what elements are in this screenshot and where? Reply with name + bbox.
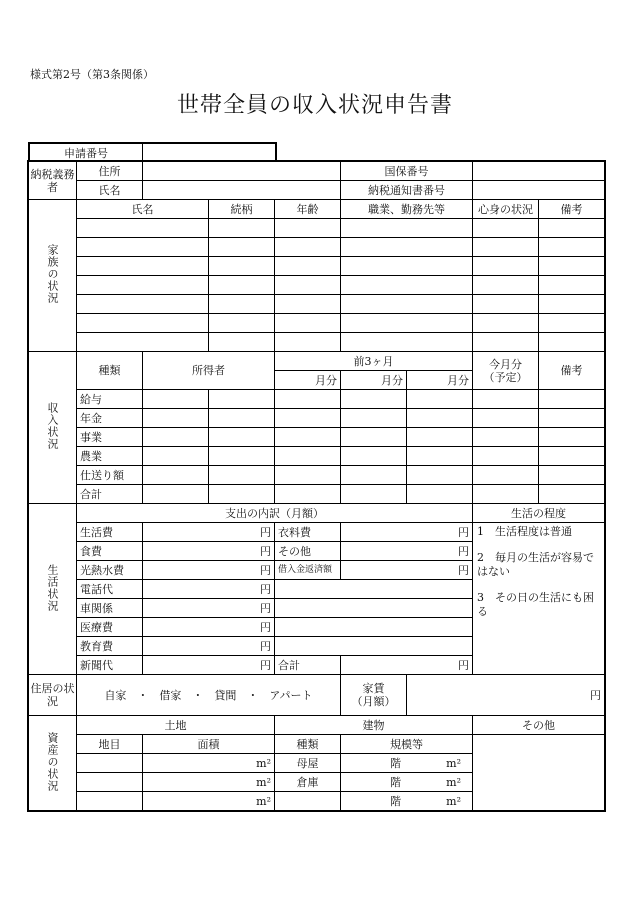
rent-amount[interactable]: 円 xyxy=(407,675,605,716)
lot-header: 地目 xyxy=(77,735,143,754)
family-section-label: 家族の状況 xyxy=(46,244,59,304)
family-col-age: 年齢 xyxy=(275,200,341,219)
month-3-label: 月分 xyxy=(407,371,473,390)
building-header: 建物 xyxy=(275,716,473,735)
family-col-health: 心身の状況 xyxy=(473,200,539,219)
name-label: 氏名 xyxy=(77,181,143,200)
expense-label: 借入金返済額 xyxy=(275,561,341,580)
expense-label: 衣料費 xyxy=(275,523,341,542)
expense-label: 食費 xyxy=(77,542,143,561)
family-row xyxy=(29,219,605,238)
income-row: 事業 xyxy=(29,428,605,447)
family-section xyxy=(29,200,77,352)
family-row xyxy=(29,295,605,314)
form-style-label: 様式第2号（第3条関係） xyxy=(30,68,154,81)
expense-amount[interactable]: 円 xyxy=(341,561,473,580)
family-col-relation: 続柄 xyxy=(209,200,275,219)
expense-amount[interactable]: 円 xyxy=(143,561,275,580)
income-row: 農業 xyxy=(29,447,605,466)
expense-amount[interactable]: 円 xyxy=(143,599,275,618)
expense-label: 生活費 xyxy=(77,523,143,542)
tax-notice-number-field[interactable] xyxy=(473,181,605,200)
assets-section xyxy=(29,716,77,811)
living-section xyxy=(29,504,77,675)
expense-label: 車関係 xyxy=(77,599,143,618)
application-number-label: 申請番号 xyxy=(29,143,143,162)
insurance-number-label: 国保番号 xyxy=(341,162,473,181)
area-header: 面積 xyxy=(143,735,275,754)
income-prev-months-header: 前3ヶ月 xyxy=(275,352,473,371)
family-row xyxy=(29,333,605,352)
family-col-occupation: 職業、勤務先等 xyxy=(341,200,473,219)
family-row xyxy=(29,257,605,276)
expense-label: 電話代 xyxy=(77,580,143,599)
income-section xyxy=(29,352,77,504)
expense-total-label: 合計 xyxy=(275,656,341,675)
expense-label: 教育費 xyxy=(77,637,143,656)
expense-amount[interactable]: 円 xyxy=(143,580,275,599)
living-level-options[interactable] xyxy=(473,523,605,675)
living-section-label: 生活状況 xyxy=(46,563,59,612)
document-title: 世帯全員の収入状況申告書 xyxy=(176,93,453,118)
asset-row: m² 階 m² xyxy=(29,792,605,811)
building-kind-header: 種類 xyxy=(275,735,341,754)
income-earner-header: 所得者 xyxy=(143,352,275,390)
expense-breakdown-header: 支出の内訳（月額） xyxy=(77,504,473,523)
other-assets-field[interactable] xyxy=(473,735,605,811)
asset-row: m² 母屋 階 m² xyxy=(29,754,605,773)
income-row: 給与 xyxy=(29,390,605,409)
family-row xyxy=(29,314,605,333)
housing-section-label: 住居の状況 xyxy=(29,675,77,716)
assets-section-label: 資産の状況 xyxy=(46,731,59,792)
address-field[interactable] xyxy=(143,162,341,181)
income-this-month-header: 今月分 （予定） xyxy=(473,352,539,390)
expense-total-amount[interactable]: 円 xyxy=(341,656,473,675)
income-row: 年金 xyxy=(29,409,605,428)
expense-amount[interactable]: 円 xyxy=(143,523,275,542)
expense-label: その他 xyxy=(275,542,341,561)
housing-options[interactable]: 自家 ・ 借家 ・ 貸間 ・ アパート xyxy=(77,675,341,716)
expense-amount[interactable]: 円 xyxy=(341,523,473,542)
living-level-option[interactable]: 3 その日の生活にも困る xyxy=(477,591,595,618)
tax-notice-number-label: 納税通知書番号 xyxy=(341,181,473,200)
other-assets-header: その他 xyxy=(473,716,605,735)
income-row: 仕送り額 xyxy=(29,466,605,485)
rent-label: 家賃 （月額） xyxy=(341,675,407,716)
family-col-name: 氏名 xyxy=(77,200,209,219)
expense-amount[interactable]: 円 xyxy=(143,656,275,675)
family-row xyxy=(29,276,605,295)
name-field[interactable] xyxy=(143,181,341,200)
expense-amount[interactable]: 円 xyxy=(143,542,275,561)
income-remarks-header: 備考 xyxy=(539,352,605,390)
insurance-number-field[interactable] xyxy=(473,162,605,181)
address-label: 住所 xyxy=(77,162,143,181)
asset-row: m² 倉庫 階 m² xyxy=(29,773,605,792)
declaration-table xyxy=(28,161,605,811)
family-col-remarks: 備考 xyxy=(539,200,605,219)
income-type-header: 種類 xyxy=(77,352,143,390)
land-header: 土地 xyxy=(77,716,275,735)
income-section-label: 収入状況 xyxy=(46,402,59,450)
income-row: 合計 xyxy=(29,485,605,504)
taxpayer-section-label: 納税義務者 xyxy=(29,162,77,200)
expense-amount[interactable]: 円 xyxy=(143,618,275,637)
month-2-label: 月分 xyxy=(341,371,407,390)
expense-label: 新聞代 xyxy=(77,656,143,675)
expense-label: 光熱水費 xyxy=(77,561,143,580)
expense-label: 医療費 xyxy=(77,618,143,637)
living-level-option[interactable]: 1 生活程度は普通 xyxy=(477,525,573,538)
expense-amount[interactable]: 円 xyxy=(341,542,473,561)
living-level-header: 生活の程度 xyxy=(473,504,605,523)
family-row xyxy=(29,238,605,257)
month-1-label: 月分 xyxy=(275,371,341,390)
expense-amount[interactable]: 円 xyxy=(143,637,275,656)
application-number-table xyxy=(28,142,277,162)
application-number-field[interactable] xyxy=(143,143,277,162)
scale-header: 規模等 xyxy=(341,735,473,754)
living-level-option[interactable]: 2 毎月の生活が容易ではない xyxy=(477,551,595,578)
